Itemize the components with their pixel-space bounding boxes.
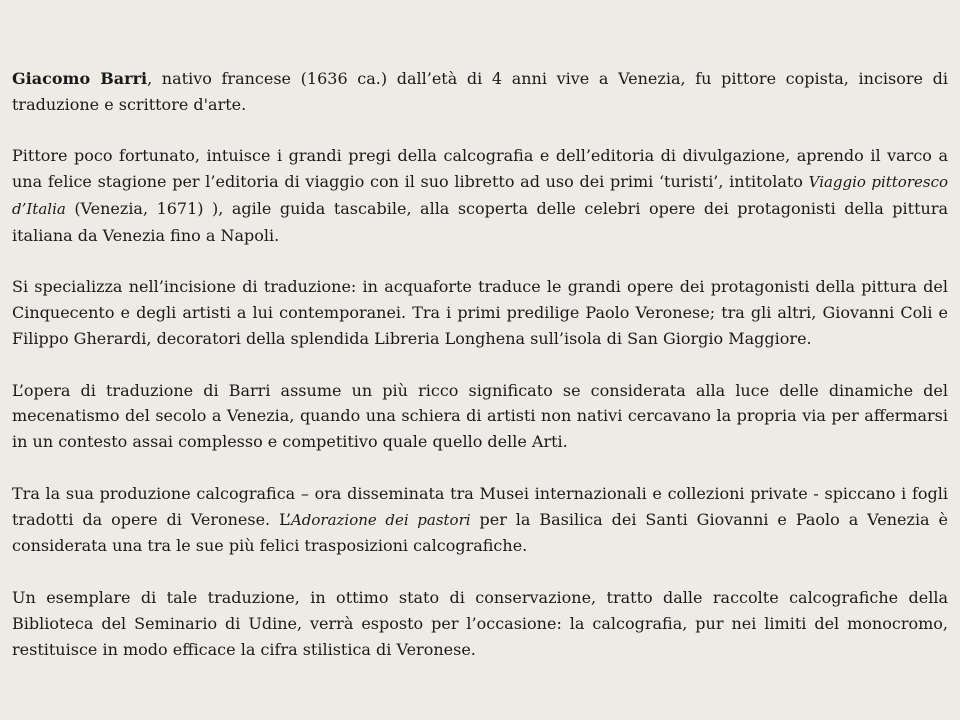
book-title: Viaggio pittoresco d’Italia [12,173,949,218]
paragraph-bio [12,66,948,118]
paragraph-engraving: Si specializza nell’incisione di traduzione: in acquaforte traduce le grandi opere dei protagonisti della pittura del Cinquecento e degli artisti a lui contemporanei. Tra i primi predilige Paolo Veronese; tra gli altri, Giovanni Coli e Filippo Gherardi, decoratori della splendida Libreria Longhena sull’isola di San Giorgio Maggiore. [12,277,948,348]
production-text-b: per la Basilica dei Santi Giovanni e Paolo a Venezia è considerata una tra le sue più felici trasposizioni calcografiche. [12,509,948,556]
bio-text: , nativo francese (1636 ca.) dall’età di 4 anni vive a Venezia, fu pittore copista, incisore di traduzione e scrittore d'arte. [12,69,948,114]
paragraph-patronage: L’opera di traduzione di Barri assume un più ricco significato se considerata alla luce delle dinamiche del mecenatismo del secolo a Venezia, quando una schiera di artisti non nativi cercavano la propria via per affermarsi in un contesto assai complesso e competitivo quale quello delle Arti. [12,380,948,452]
career-text-b: (Venezia, 1671) ), agile guida tascabile, alla scoperta delle celebri opere dei protagonisti della pittura italiana da Venezia fino a Napoli. [12,198,948,245]
career-text-a: Pittore poco fortunato, intuisce i grandi pregi della calcografia e dell’editoria di divulgazione, aprendo il varco a una felice stagione per l’editoria di viaggio con il suo libretto ad uso dei primi ‘turisti’, intitolato [12,146,948,192]
paragraph-exhibition: Un esemplare di tale traduzione, in ottimo stato di conservazione, tratto dalle raccolte calcografiche della Biblioteca del Seminario di Udine, verrà esposto per l’occasione: la calcografia, pur nei limiti del monocromo, restituisce in modo efficace la cifra stilistica di Veronese. [12,587,948,659]
paragraph-career [12,143,948,248]
artist-name: Giacomo Barri [12,69,148,88]
artwork-title: Adorazione dei pastori [290,510,471,529]
paragraph-production [12,481,948,559]
production-text-a: Tra la sua produzione calcografica – ora disseminata tra Musei internazionali e collezioni private - spiccano i fogli tradotti da opere di Veronese. L’ [12,483,948,529]
